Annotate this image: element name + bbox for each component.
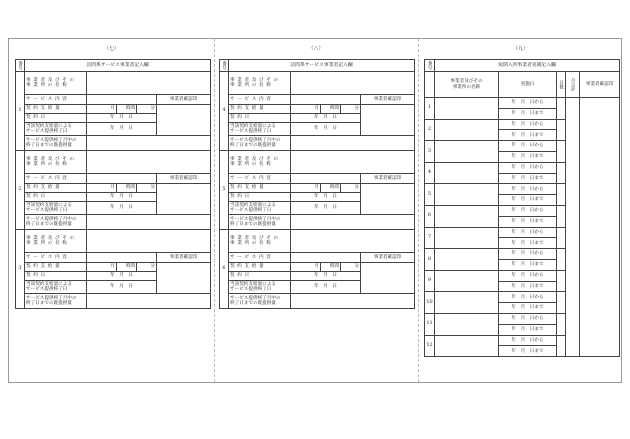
days-field[interactable]	[557, 184, 566, 206]
end-date-field[interactable]: 年 月 日まで	[499, 108, 557, 119]
entry-number: 8	[425, 249, 435, 271]
table-title: 訪問系サービス事業者記入欄	[229, 60, 415, 72]
entry-number: 7	[425, 227, 435, 249]
minutes-unit: 分	[137, 184, 157, 193]
provider-name-field[interactable]	[435, 184, 499, 206]
service-provider-table	[219, 59, 415, 309]
provider-name-label: 事 業 者 及 び そ の 事 業 所 の 名 称	[25, 230, 87, 253]
provider-name-label: 事 業 者 及 び そ の 事 業 所 の 名 称	[229, 72, 291, 95]
provider-name-label: 事 業 者 及 び そ の 事 業 所 の 名 称	[229, 151, 291, 174]
minutes-unit: 分	[137, 263, 157, 272]
start-date-field[interactable]: 年 月 日から	[499, 141, 557, 152]
days-field[interactable]	[557, 98, 566, 120]
end-date-label: 当該契約支給量による サービス提供終了日	[25, 123, 87, 136]
month-unit: 月	[87, 263, 117, 272]
hours-unit: 時間	[321, 184, 341, 193]
provider-name-field[interactable]	[87, 151, 211, 174]
confirmation-seal-label: 事業者確認印	[157, 174, 211, 184]
panel-title: （七）	[103, 46, 119, 52]
hours-unit: 時間	[117, 184, 137, 193]
service-provider-table	[15, 59, 211, 309]
table-title: 訪問系サービス事業者記入欄	[25, 60, 211, 72]
service-content-label: サ ー ビ ス 内 容	[229, 174, 291, 184]
contract-amount-label: 契 約 支 給 量	[25, 105, 87, 114]
start-date-field[interactable]: 年 月 日から	[499, 119, 557, 130]
provider-name-field[interactable]	[435, 335, 499, 357]
panel-title: （九）	[512, 46, 528, 52]
end-date-label: 当該契約支給量による サービス提供終了日	[229, 202, 291, 215]
contract-amount-label: 契 約 支 給 量	[229, 105, 291, 114]
entry-number: 5	[425, 184, 435, 206]
provided-amount-label: サービス提供終了月中の 終了日までの既提供量	[229, 294, 291, 309]
short-stay-table	[424, 59, 620, 357]
confirmation-seal-label: 事業者確認印	[157, 253, 211, 263]
number-header: 番号	[220, 60, 229, 72]
service-content-field[interactable]	[87, 174, 157, 184]
minutes-unit: 分	[137, 105, 157, 114]
confirmation-seal-label: 事業者確認印	[361, 95, 415, 105]
entry-number: 4	[220, 72, 229, 151]
entry-number: 4	[425, 162, 435, 184]
start-date-field[interactable]: 年 月 日から	[499, 162, 557, 173]
provider-name-field[interactable]	[435, 205, 499, 227]
end-date-field[interactable]: 年 月 日まで	[499, 259, 557, 270]
end-date-label: 当該契約支給量による サービス提供終了日	[229, 281, 291, 294]
days-field[interactable]	[557, 119, 566, 141]
confirmation-seal-label: 事業者確認印	[361, 174, 415, 184]
contract-date-label: 契 約 日	[229, 114, 291, 123]
entry-number: 10	[425, 292, 435, 314]
service-content-label: サ ー ビ ス 内 容	[229, 253, 291, 263]
panel-title: （八）	[308, 46, 324, 52]
provided-amount-label: サービス提供終了月中の 終了日までの既提供量	[25, 294, 87, 309]
provider-name-field[interactable]	[435, 98, 499, 120]
end-date-field[interactable]: 年 月 日まで	[499, 281, 557, 292]
entry-number: 11	[425, 313, 435, 335]
contract-date-field[interactable]: 年 月 日	[87, 114, 157, 123]
month-unit: 月	[291, 105, 321, 114]
end-date-field[interactable]: 年 月 日まで	[499, 303, 557, 314]
end-date-field[interactable]: 年 月 日	[87, 123, 157, 136]
provider-name-label: 事 業 者 及 び そ の 事 業 所 の 名 称	[25, 72, 87, 95]
start-date-field[interactable]: 年 月 日から	[499, 227, 557, 238]
provider-name-field[interactable]	[435, 270, 499, 292]
provider-name-field[interactable]	[435, 141, 499, 163]
provider-name-field[interactable]	[435, 292, 499, 314]
implementation-date-header: 実施日	[499, 72, 557, 98]
confirmation-seal-header: 事業者確認印	[580, 72, 620, 98]
days-field[interactable]	[557, 227, 566, 249]
service-content-label: サ ー ビ ス 内 容	[25, 253, 87, 263]
days-field[interactable]	[557, 292, 566, 314]
end-date-field[interactable]: 年 月 日	[291, 202, 361, 215]
contract-date-label: 契 約 日	[229, 272, 291, 281]
provider-name-field[interactable]	[291, 72, 415, 95]
days-field[interactable]	[557, 162, 566, 184]
contract-amount-label: 契 約 支 給 量	[229, 263, 291, 272]
provider-name-field[interactable]	[435, 227, 499, 249]
confirmation-seal-field[interactable]	[361, 263, 415, 294]
provided-amount-label: サービス提供終了月中の 終了日までの既提供量	[25, 136, 87, 151]
days-field[interactable]	[557, 141, 566, 163]
month-unit: 月	[291, 263, 321, 272]
confirmation-seal-field[interactable]	[361, 105, 415, 136]
provider-name-label: 事 業 者 及 び そ の 事 業 所 の 名 称	[229, 230, 291, 253]
contract-date-field[interactable]: 年 月 日	[291, 193, 361, 202]
minutes-unit: 分	[341, 105, 361, 114]
provided-amount-field[interactable]	[291, 136, 415, 151]
table-title: 短期入所事業者実績記入欄	[435, 60, 620, 72]
end-date-field[interactable]: 年 月 日まで	[499, 216, 557, 227]
contract-date-field[interactable]: 年 月 日	[87, 272, 157, 281]
entry-number: 6	[425, 205, 435, 227]
confirmation-seal-field[interactable]	[157, 263, 211, 294]
entry-number: 5	[220, 151, 229, 230]
provider-name-header: 事業者及びその 事業所の名称	[435, 72, 499, 98]
confirmation-seal-field[interactable]	[157, 105, 211, 136]
service-content-field[interactable]	[291, 95, 361, 105]
service-content-label: サ ー ビ ス 内 容	[25, 95, 87, 105]
provider-name-field[interactable]	[291, 151, 415, 174]
end-date-field[interactable]: 年 月 日	[291, 123, 361, 136]
provider-name-field[interactable]	[435, 119, 499, 141]
entry-number: 9	[425, 270, 435, 292]
entry-number: 12	[425, 335, 435, 357]
provided-amount-field[interactable]	[291, 294, 415, 309]
monthly-total-field[interactable]	[566, 98, 580, 357]
end-date-field[interactable]: 年 月 日まで	[499, 151, 557, 162]
end-date-field[interactable]: 年 月 日	[87, 202, 157, 215]
provider-name-field[interactable]	[435, 313, 499, 335]
contract-amount-label: 契 約 支 給 量	[25, 184, 87, 193]
provider-name-field[interactable]	[435, 249, 499, 271]
provider-name-field[interactable]	[87, 230, 211, 253]
entry-number: 1	[16, 72, 25, 151]
form-sheet	[8, 38, 622, 383]
end-date-label: 当該契約支給量による サービス提供終了日	[229, 123, 291, 136]
end-date-field[interactable]: 年 月 日まで	[499, 195, 557, 206]
provided-amount-label: サービス提供終了月中の 終了日までの既提供量	[229, 136, 291, 151]
end-date-field[interactable]: 年 月 日まで	[499, 324, 557, 335]
start-date-field[interactable]: 年 月 日から	[499, 205, 557, 216]
service-content-field[interactable]	[291, 174, 361, 184]
fold-line	[214, 39, 215, 382]
entry-number: 2	[16, 151, 25, 230]
days-field[interactable]	[557, 313, 566, 335]
confirmation-seal-field[interactable]	[361, 184, 415, 215]
service-content-field[interactable]	[291, 253, 361, 263]
entry-number: 3	[16, 230, 25, 309]
end-date-field[interactable]: 年 月 日	[291, 281, 361, 294]
service-content-label: サ ー ビ ス 内 容	[25, 174, 87, 184]
end-date-field[interactable]: 年 月 日まで	[499, 238, 557, 249]
contract-date-field[interactable]: 年 月 日	[87, 193, 157, 202]
end-date-label: 当該契約支給量による サービス提供終了日	[25, 202, 87, 215]
header-blank	[425, 72, 435, 98]
month-unit: 月	[291, 184, 321, 193]
provided-amount-field[interactable]	[291, 215, 415, 230]
month-unit: 月	[87, 105, 117, 114]
hours-unit: 時間	[117, 263, 137, 272]
confirmation-seal-label: 事業者確認印	[361, 253, 415, 263]
days-field[interactable]	[557, 270, 566, 292]
monthly-total-header: 月合計	[566, 72, 580, 98]
start-date-field[interactable]: 年 月 日から	[499, 335, 557, 346]
start-date-field[interactable]: 年 月 日から	[499, 98, 557, 109]
hours-unit: 時間	[321, 105, 341, 114]
entry-number: 3	[425, 141, 435, 163]
provider-name-label: 事 業 者 及 び そ の 事 業 所 の 名 称	[25, 151, 87, 174]
contract-amount-label: 契 約 支 給 量	[25, 263, 87, 272]
provided-amount-label: サービス提供終了月中の 終了日までの既提供量	[229, 215, 291, 230]
hours-unit: 時間	[117, 105, 137, 114]
provided-amount-field[interactable]	[87, 294, 211, 309]
contract-date-label: 契 約 日	[25, 272, 87, 281]
confirmation-seal-field[interactable]	[157, 184, 211, 215]
minutes-unit: 分	[341, 263, 361, 272]
confirmation-seal-field[interactable]	[580, 98, 620, 357]
provided-amount-field[interactable]	[87, 215, 211, 230]
start-date-field[interactable]: 年 月 日から	[499, 184, 557, 195]
provided-amount-label: サービス提供終了月中の 終了日までの既提供量	[25, 215, 87, 230]
end-date-field[interactable]: 年 月 日まで	[499, 173, 557, 184]
service-content-label: サ ー ビ ス 内 容	[229, 95, 291, 105]
days-field[interactable]	[557, 249, 566, 271]
contract-date-label: 契 約 日	[25, 114, 87, 123]
entry-number: 2	[425, 119, 435, 141]
contract-date-label: 契 約 日	[25, 193, 87, 202]
start-date-field[interactable]: 年 月 日から	[499, 292, 557, 303]
hours-unit: 時間	[321, 263, 341, 272]
fold-line	[418, 39, 419, 382]
contract-date-label: 契 約 日	[229, 193, 291, 202]
end-date-field[interactable]: 年 月 日	[87, 281, 157, 294]
month-unit: 月	[87, 184, 117, 193]
days-header: 日数	[557, 72, 566, 98]
provider-name-field[interactable]	[87, 72, 211, 95]
days-field[interactable]	[557, 205, 566, 227]
number-header: 番号	[16, 60, 25, 72]
contract-date-field[interactable]: 年 月 日	[291, 272, 361, 281]
days-field[interactable]	[557, 335, 566, 357]
minutes-unit: 分	[341, 184, 361, 193]
end-date-field[interactable]: 年 月 日まで	[499, 346, 557, 357]
confirmation-seal-label: 事業者確認印	[157, 95, 211, 105]
provider-name-field[interactable]	[435, 162, 499, 184]
start-date-field[interactable]: 年 月 日から	[499, 270, 557, 281]
entry-number: 1	[425, 98, 435, 120]
end-date-field[interactable]: 年 月 日まで	[499, 130, 557, 141]
service-content-field[interactable]	[87, 253, 157, 263]
provider-name-field[interactable]	[291, 230, 415, 253]
contract-amount-label: 契 約 支 給 量	[229, 184, 291, 193]
start-date-field[interactable]: 年 月 日から	[499, 313, 557, 324]
contract-date-field[interactable]: 年 月 日	[291, 114, 361, 123]
end-date-label: 当該契約支給量による サービス提供終了日	[25, 281, 87, 294]
entry-number: 6	[220, 230, 229, 309]
number-header: 番号	[425, 60, 435, 72]
service-content-field[interactable]	[87, 95, 157, 105]
provided-amount-field[interactable]	[87, 136, 211, 151]
start-date-field[interactable]: 年 月 日から	[499, 249, 557, 260]
